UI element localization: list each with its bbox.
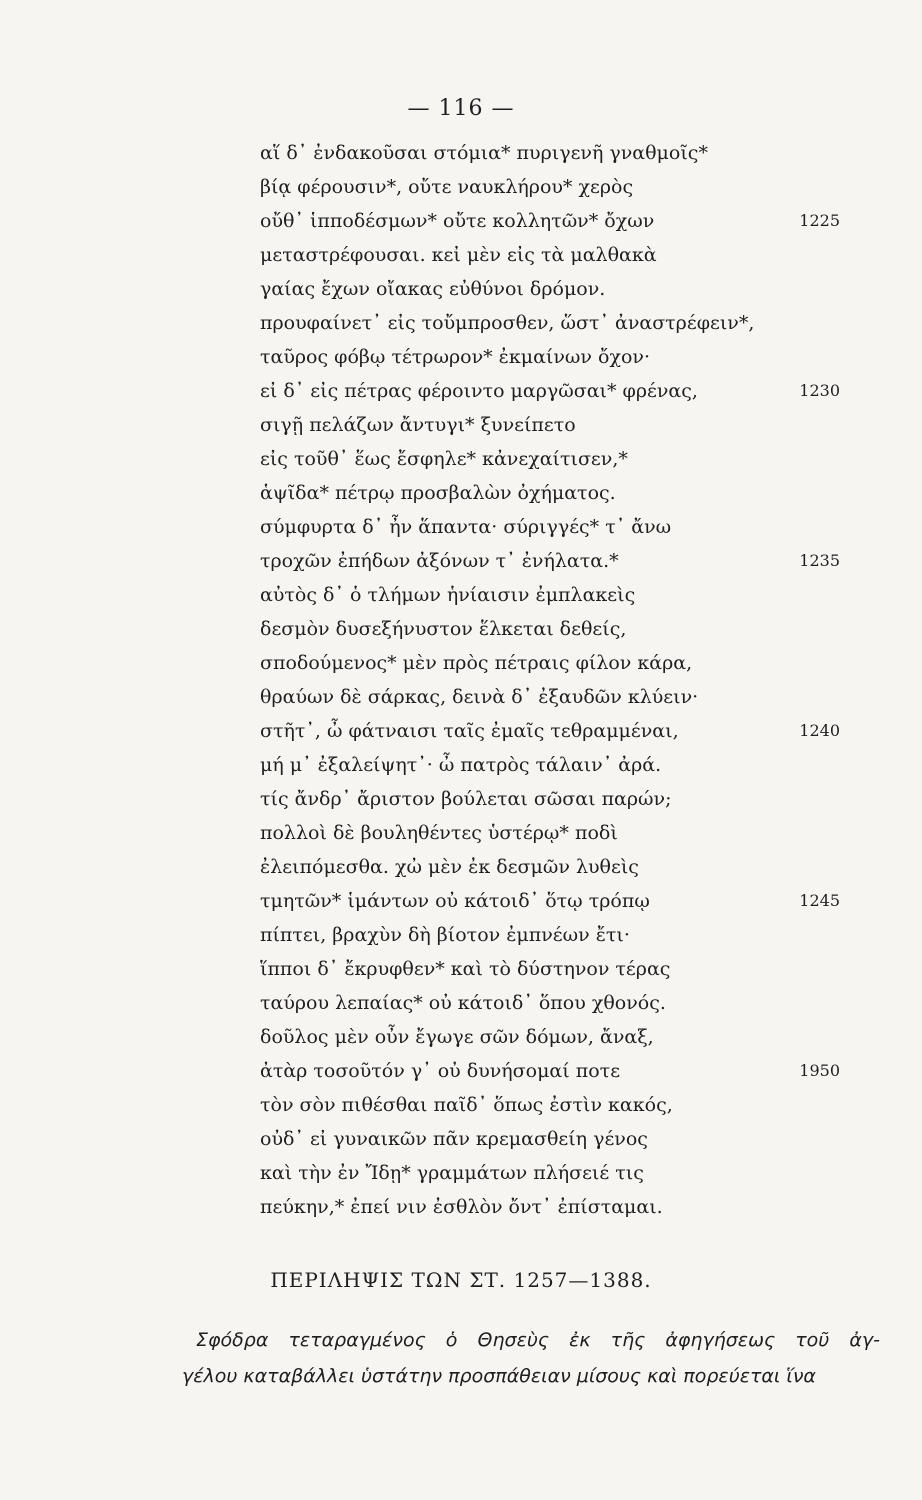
- verse-line: εἰς τοῦθ᾽ ἕως ἔσφηλε* κἀνεχαίτισεν,*: [260, 448, 628, 470]
- summary-line: γέλου καταβάλλει ὑστάτην προσπάθειαν μίσους καὶ πορεύεται ἵνα: [182, 1365, 816, 1387]
- verse-line: αὐτὸς δ᾽ ὁ τλήμων ἡνίαισιν ἐμπλακεὶς: [260, 584, 636, 606]
- verse-line: δεσμὸν δυσεξήνυστον ἕλκεται δεθείς,: [260, 618, 627, 640]
- verse-line: ταύρου λεπαίας* οὐ κάτοιδ᾽ ὅπου χθονός.: [260, 992, 666, 1014]
- verse-line: οὔθ᾽ ἱπποδέσμων* οὔτε κολλητῶν* ὄχων: [260, 210, 655, 232]
- verse-line: ἀτὰρ τοσοῦτόν γ᾽ οὐ δυνήσομαί ποτε: [260, 1060, 621, 1082]
- verse-line: ἁψῖδα* πέτρῳ προσβαλὼν ὀχήματος.: [260, 482, 616, 504]
- line-number: 1240: [799, 721, 840, 740]
- verse-line: προυφαίνετ᾽ εἰς τοὔμπροσθεν, ὥστ᾽ ἀναστρέφειν*,: [260, 312, 755, 334]
- summary-paragraph: [182, 1322, 880, 1394]
- summary-heading: ΠΕΡΙΛΗΨΙΣ ΤΩΝ ΣΤ. 1257—1388.: [270, 1268, 652, 1292]
- verse-line: σιγῇ πελάζων ἄντυγι* ξυνείπετο: [260, 414, 576, 436]
- verse-line: αἵ δ᾽ ἐνδακοῦσαι στόμια* πυριγενῆ γναθμοῖς*: [260, 142, 708, 164]
- verse-line: πίπτει, βραχὺν δὴ βίοτον ἐμπνέων ἔτι·: [260, 924, 630, 946]
- line-number: 1225: [799, 211, 840, 230]
- verse-line: πολλοὶ δὲ βουληθέντες ὑστέρῳ* ποδὶ: [260, 822, 618, 844]
- verse-line: δοῦλος μὲν οὖν ἔγωγε σῶν δόμων, ἄναξ,: [260, 1026, 654, 1048]
- verse-line: πεύκην,* ἐπεί νιν ἐσθλὸν ὄντ᾽ ἐπίσταμαι.: [260, 1196, 663, 1218]
- verse-line: στῆτ᾽, ὦ φάτναισι ταῖς ἐμαῖς τεθραμμέναι,: [260, 720, 679, 742]
- page-number: — 116 —: [407, 96, 515, 121]
- verse-line: βίᾳ φέρουσιν*, οὔτε ναυκλήρου* χερὸς: [260, 176, 634, 198]
- summary-line: Σφόδρα τεταραγμένος ὁ Θησεὺς ἐκ τῆς ἀφηγήσεως τοῦ ἀγ-: [196, 1329, 880, 1351]
- verse-line: εἰ δ᾽ εἰς πέτρας φέροιντο μαργῶσαι* φρένας,: [260, 380, 698, 402]
- line-number: 1245: [799, 891, 840, 910]
- verse-line: σύμφυρτα δ᾽ ἦν ἅπαντα· σύριγγές* τ᾽ ἄνω: [260, 516, 672, 538]
- verse-line: ἐλειπόμεσθα. χὠ μὲν ἐκ δεσμῶν λυθεὶς: [260, 856, 639, 878]
- line-number: 1950: [799, 1061, 840, 1080]
- verse-line: θραύων δὲ σάρκας, δεινὰ δ᾽ ἐξαυδῶν κλύειν·: [260, 686, 699, 708]
- verse-line: ταῦρος φόβῳ τέτρωρον* ἐκμαίνων ὄχον·: [260, 346, 650, 368]
- verse-line: ἵπποι δ᾽ ἔκρυφθεν* καὶ τὸ δύστηνον τέρας: [260, 958, 671, 980]
- verse-line: μεταστρέφουσαι. κεἰ μὲν εἰς τὰ μαλθακὰ: [260, 244, 657, 266]
- verse-line: μή μ᾽ ἐξαλείψητ᾽· ὦ πατρὸς τάλαιν᾽ ἀρά.: [260, 754, 662, 776]
- verse-line: καὶ τὴν ἐν Ἴδῃ* γραμμάτων πλήσειέ τις: [260, 1162, 644, 1184]
- verse-line: τμητῶν* ἱμάντων οὐ κάτοιδ᾽ ὅτῳ τρόπῳ: [260, 890, 650, 912]
- verse-line: οὐδ᾽ εἰ γυναικῶν πᾶν κρεμασθείη γένος: [260, 1128, 648, 1150]
- line-number: 1230: [799, 381, 840, 400]
- verse-line: γαίας ἔχων οἴακας εὐθύνοι δρόμον.: [260, 278, 606, 300]
- verse-line: τίς ἄνδρ᾽ ἄριστον βούλεται σῶσαι παρών;: [260, 788, 672, 810]
- line-number: 1235: [799, 551, 840, 570]
- verse-line: σποδούμενος* μὲν πρὸς πέτραις φίλον κάρα,: [260, 652, 693, 674]
- verse-line: τροχῶν ἐπήδων ἀξόνων τ᾽ ἐνήλατα.*: [260, 550, 619, 572]
- verse-line: τὸν σὸν πιθέσθαι παῖδ᾽ ὅπως ἐστὶν κακός,: [260, 1094, 673, 1116]
